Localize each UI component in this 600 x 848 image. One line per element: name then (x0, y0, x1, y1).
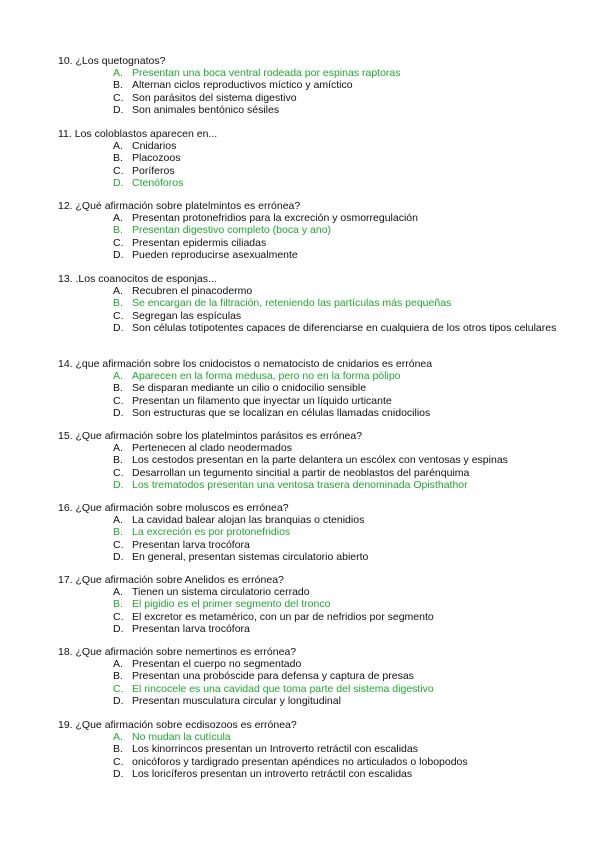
question-19 (58, 719, 558, 780)
question-title: 14. ¿que afirmación sobre los cnidocistos o nematocisto de cnidarios es errónea (58, 358, 433, 370)
answer-option (58, 743, 558, 755)
option-letter: C. (113, 466, 124, 479)
question-title: 19. ¿Que afirmación sobre ecdisozoos es errónea? (58, 719, 297, 731)
option-text: El rincocele es una cavidad que toma parte del sistema digestivo (132, 682, 434, 695)
question-13 (58, 273, 558, 334)
option-text: Los loricíferos presentan un introverto retráctil con escalidas (132, 767, 413, 780)
answer-option (58, 768, 558, 780)
option-letter: B. (113, 224, 123, 237)
answer-options (58, 370, 558, 419)
option-text: Aparecen en la forma medusa, pero no en la forma pólipo (132, 370, 401, 383)
option-text: Presentan el cuerpo no segmentado (132, 658, 302, 671)
option-letter: A. (113, 370, 123, 383)
option-letter: D. (113, 103, 124, 116)
option-letter: D. (113, 694, 124, 707)
answer-option (58, 177, 558, 189)
answer-option (58, 539, 558, 551)
answer-options (58, 731, 558, 780)
option-text: Segregan las espículas (132, 309, 242, 322)
option-letter: B. (113, 598, 123, 611)
option-letter: D. (113, 478, 124, 491)
option-text: Los trematodos presentan una ventosa trasera denominada Opisthathor (132, 478, 468, 491)
option-text: En general, presentan sistemas circulatorio abierto (132, 550, 369, 563)
answer-option (58, 586, 558, 598)
option-letter: B. (113, 670, 123, 683)
option-letter: A. (113, 140, 123, 153)
option-letter: B. (113, 79, 123, 92)
option-text: Presentan larva trocófora (132, 622, 250, 635)
option-letter: D. (113, 176, 124, 189)
option-text: Son estructuras que se localizan en células llamadas cnidocilios (132, 406, 431, 419)
answer-option (58, 92, 558, 104)
question-title: 10. ¿Los quetognatos? (58, 55, 166, 67)
option-letter: A. (113, 658, 123, 671)
option-text: onicóforos y tardigrado presentan apéndices no articulados o lobopodos (132, 755, 468, 768)
answer-options (58, 442, 558, 491)
answer-option (58, 297, 558, 309)
option-letter: A. (113, 67, 123, 80)
option-text: La excreción es por protonefridios (132, 526, 291, 539)
option-text: Poríferos (132, 164, 175, 177)
option-letter: A. (113, 586, 123, 599)
option-letter: D. (113, 767, 124, 780)
option-letter: D. (113, 406, 124, 419)
question-14 (58, 358, 558, 419)
option-text: No mudan la cutícula (132, 731, 231, 744)
question-15 (58, 430, 558, 491)
option-text: Se encargan de la filtración, reteniendo las partículas más pequeñas (132, 297, 452, 310)
option-letter: B. (113, 152, 123, 165)
option-letter: C. (113, 538, 124, 551)
answer-options (58, 285, 558, 334)
option-letter: A. (113, 442, 123, 455)
option-letter: D. (113, 622, 124, 635)
answer-options (58, 586, 558, 635)
option-letter: A. (113, 514, 123, 527)
answer-option (58, 454, 558, 466)
answer-options (58, 212, 558, 261)
answer-option (58, 285, 558, 297)
option-text: Alternan ciclos reproductivos míctico y amíctico (132, 79, 353, 92)
answer-options (58, 67, 558, 116)
option-text: Los kinorrincos presentan un Introverto retráctil con escalidas (132, 743, 418, 756)
option-text: Recubren el pinacodermo (132, 285, 253, 298)
answer-option (58, 382, 558, 394)
option-text: Se disparan mediante un cilio o cnidocilio sensible (132, 382, 367, 395)
answer-option (58, 526, 558, 538)
question-17 (58, 574, 558, 635)
question-title: 17. ¿Que afirmación sobre Anelidos es errónea? (58, 574, 284, 586)
answer-option (58, 479, 558, 491)
option-text: Los cestodos presentan en la parte delantera un escólex con ventosas y espinas (132, 454, 508, 467)
option-letter: C. (113, 164, 124, 177)
answer-option (58, 731, 558, 743)
answer-option (58, 670, 558, 682)
option-text: El pigidio es el primer segmento del tronco (132, 598, 331, 611)
option-text: Ctenóforos (132, 176, 184, 189)
question-18 (58, 646, 558, 707)
option-text: Presentan una boca ventral rodeada por espinas raptoras (132, 67, 401, 80)
answer-option (58, 212, 558, 224)
question-title: 13. .Los coanocitos de esponjas... (58, 273, 217, 285)
option-text: Presentan digestivo completo (boca y ano) (132, 224, 332, 237)
answer-option (58, 611, 558, 623)
option-letter: C. (113, 91, 124, 104)
answer-option (58, 140, 558, 152)
option-text: Pueden reproducirse asexualmente (132, 248, 298, 261)
option-letter: C. (113, 755, 124, 768)
option-letter: A. (113, 285, 123, 298)
answer-option (58, 623, 558, 635)
question-title: 16. ¿Que afirmación sobre moluscos es errónea? (58, 502, 289, 514)
answer-option (58, 683, 558, 695)
option-text: Presentan un filamento que inyectar un líquido urticante (132, 394, 392, 407)
question-title: 12. ¿Qué afirmación sobre platelmintos es errónea? (58, 200, 301, 212)
option-text: Presentan protonefridios para la excreción y osmorregulación (132, 212, 418, 225)
option-text: Tienen un sistema circulatorio cerrado (132, 586, 310, 599)
question-16 (58, 502, 558, 563)
option-letter: C. (113, 236, 124, 249)
answer-option (58, 152, 558, 164)
option-text: Presentan musculatura circular y longitudinal (132, 694, 341, 707)
option-text: Presentan larva trocófora (132, 538, 250, 551)
answer-option (58, 658, 558, 670)
option-letter: C. (113, 394, 124, 407)
option-text: Pertenecen al clado neodermados (132, 442, 292, 455)
option-letter: B. (113, 526, 123, 539)
question-title: 15. ¿Que afirmación sobre los platelmintos parásitos es errónea? (58, 430, 363, 442)
answer-option (58, 322, 558, 334)
answer-option (58, 104, 558, 116)
answer-option (58, 249, 558, 261)
option-text: La cavidad balear alojan las branquias o ctenidios (132, 514, 365, 527)
option-letter: A. (113, 212, 123, 225)
option-letter: C. (113, 682, 124, 695)
option-letter: B. (113, 743, 123, 756)
question-10 (58, 55, 558, 116)
answer-option (58, 165, 558, 177)
option-letter: B. (113, 454, 123, 467)
answer-option (58, 467, 558, 479)
option-text: Son animales bentónico sésiles (132, 103, 280, 116)
option-text: Desarrollan un tegumento sincitial a partir de neoblastos del parénquima (132, 466, 470, 479)
answer-option (58, 514, 558, 526)
answer-option (58, 395, 558, 407)
answer-option (58, 67, 558, 79)
option-text: Cnidarios (132, 140, 177, 153)
option-text: Presentan epidermis ciliadas (132, 236, 267, 249)
answer-option (58, 598, 558, 610)
answer-option (58, 224, 558, 236)
answer-option (58, 370, 558, 382)
option-text: Son parásitos del sistema digestivo (132, 91, 297, 104)
answer-option (58, 551, 558, 563)
answer-option (58, 756, 558, 768)
answer-options (58, 658, 558, 707)
option-letter: B. (113, 297, 123, 310)
answer-option (58, 407, 558, 419)
question-title: 11. Los coloblastos aparecen en... (58, 128, 218, 140)
question-11 (58, 128, 558, 189)
option-text: Presentan una probóscide para defensa y captura de presas (132, 670, 414, 683)
option-letter: D. (113, 550, 124, 563)
option-text: El excretor es metamérico, con un par de nefridios por segmento (132, 610, 434, 623)
answer-option (58, 79, 558, 91)
answer-options (58, 514, 558, 563)
option-letter: C. (113, 610, 124, 623)
option-letter: D. (113, 248, 124, 261)
answer-option (58, 442, 558, 454)
question-12 (58, 200, 558, 261)
option-text: Placozoos (132, 152, 181, 165)
answer-option (58, 237, 558, 249)
option-letter: B. (113, 382, 123, 395)
option-text: Son células totipotentes capaces de diferenciarse en cualquiera de los otros tipos celulares (132, 321, 557, 334)
option-letter: D. (113, 321, 124, 334)
option-letter: A. (113, 731, 123, 744)
question-title: 18. ¿Que afirmación sobre nemertinos es errónea? (58, 646, 297, 658)
answer-option (58, 695, 558, 707)
option-letter: C. (113, 309, 124, 322)
answer-options (58, 140, 558, 189)
answer-option (58, 310, 558, 322)
